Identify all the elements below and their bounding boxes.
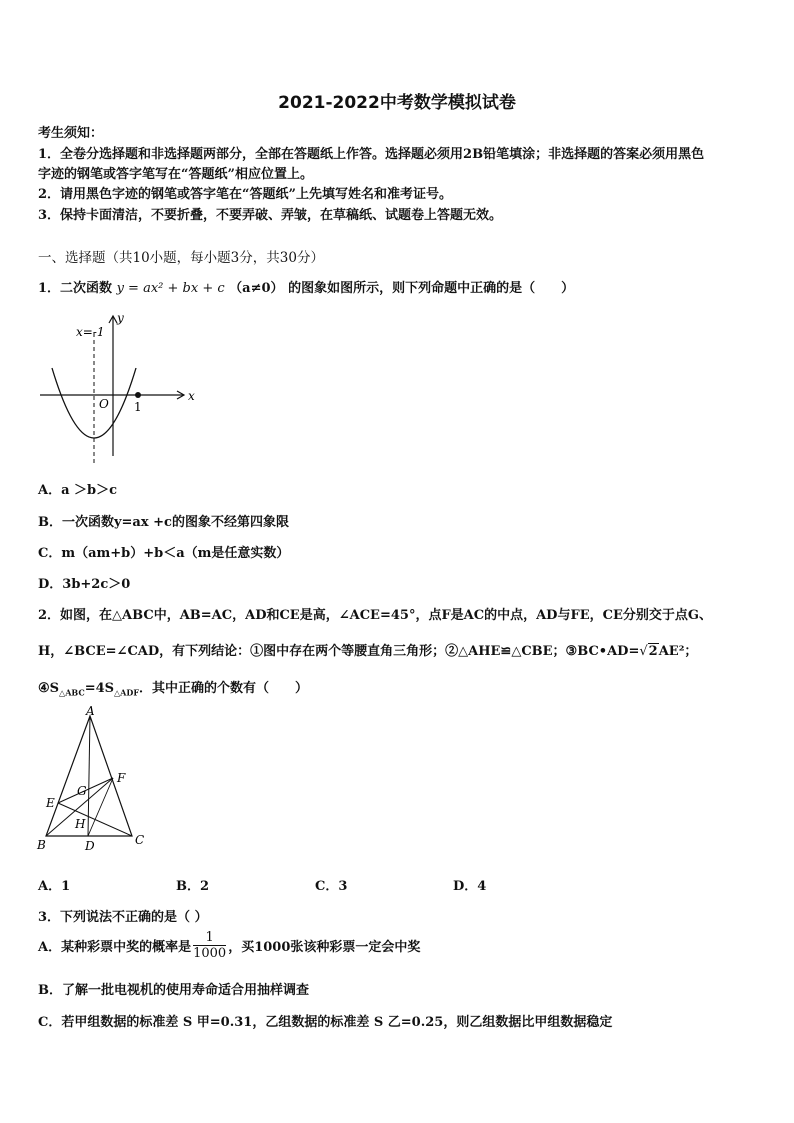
question-2-line1: 2．如图，在△ABC中，AB=AC，AD和CE是高，∠ACE=45°，点F是AC的中点，AD与FE，CE分别交于点G、 [38,608,712,623]
q2-option-c: C．3 [315,879,348,894]
q1-prefix: 1．二次函数 [38,281,113,296]
segment-df [88,778,113,836]
altitude-ad [88,716,90,836]
q2-line2b: AE²； [658,644,698,659]
origin-label: O [99,397,109,411]
question-1-stem [38,277,574,296]
question-2-line3 [38,677,308,698]
label-a: A [86,706,95,718]
q3-option-b: B．了解一批电视机的使用寿命适合用抽样调查 [38,983,309,998]
q2-option-a: A．1 [38,879,71,894]
q3-option-c: C．若甲组数据的标准差 S 甲=0.31，乙组数据的标准差 S 乙=0.25，则乙组数据比甲组数据稳定 [38,1015,613,1030]
point-label: 1 [134,400,142,414]
question-3-stem: 3．下列说法不正确的是（ ） [38,910,208,925]
q2-line2a: H，∠BCE=∠CAD，有下列结论：①图中存在两个等腰直角三角形；②△AHE≌△CBE；③BC•AD= [38,644,640,659]
x-axis-label: x [188,389,195,403]
q2-option-d: D．4 [453,879,487,894]
label-b: B [37,838,46,852]
q2-line3b: =4S [84,681,115,696]
label-g: G [77,784,87,798]
y-axis-label: y [117,311,124,325]
q3-option-a [38,930,420,961]
q2-sub2: △ADF [114,687,139,698]
q2-line3a: ④S [38,681,60,696]
root-point [135,392,141,398]
label-d: D [85,839,95,853]
fraction-numerator: 1 [193,930,226,946]
label-e: E [46,796,55,810]
q1-option-a: A．a ＞b＞c [38,483,118,498]
q1-condition: （a≠0） [229,281,284,296]
label-h: H [75,817,86,831]
q1-suffix: 的图象如图所示，则下列命题中正确的是（ ） [288,281,575,296]
q2-triangle-figure [34,706,154,856]
q1-option-d: D．3b+2c＞0 [38,577,131,592]
section-heading: 一、选择题（共10小题，每小题3分，共30分） [38,250,324,266]
notice-heading: 考生须知： [38,126,104,141]
notice-item: 2．请用黑色字迹的钢笔或答字笔在“答题纸”上先填写姓名和准考证号。 [38,187,453,202]
q3-fraction [193,930,226,961]
page-title: 2021-2022中考数学模拟试卷 [278,93,516,113]
notice-item: 3．保持卡面清洁，不要折叠，不要弄破、弄皱，在草稿纸、试题卷上答题无效。 [38,208,503,223]
q1-function: y = ax² + bx + c [116,281,225,296]
question-2-line2: H，∠BCE=∠CAD，有下列结论：①图中存在两个等腰直角三角形；②△AHE≌△CBE；③BC•AD=√2AE²； [38,644,698,659]
notice-item: 1．全卷分选择题和非选择题两部分，全部在答题纸上作答。选择题必须用2B铅笔填涂；非选择题的答案必须用黑色 [38,147,705,162]
label-c: C [135,833,145,847]
q2-sub1: △ABC [59,687,85,698]
q3-opta-pre: A．某种彩票中奖的概率是 [38,940,192,955]
q1-option-c: C．m（am+b）+b＜a（m是任意实数） [38,546,290,561]
q2-sqrt: 2 [648,644,658,659]
q3-opta-post: ，买1000张该种彩票一定会中奖 [228,940,421,955]
q1-parabola-graph [36,308,206,468]
q1-option-b: B．一次函数y=ax +c的图象不经第四象限 [38,515,289,530]
vline-label: x=-1 [76,325,105,339]
notice-item: 字迹的钢笔或答字笔写在“答题纸”相应位置上。 [38,167,313,182]
label-f: F [117,771,126,785]
q2-option-b: B．2 [176,879,210,894]
q2-line3c: ．其中正确的个数有（ ） [139,681,309,696]
fraction-denominator: 1000 [193,946,227,961]
